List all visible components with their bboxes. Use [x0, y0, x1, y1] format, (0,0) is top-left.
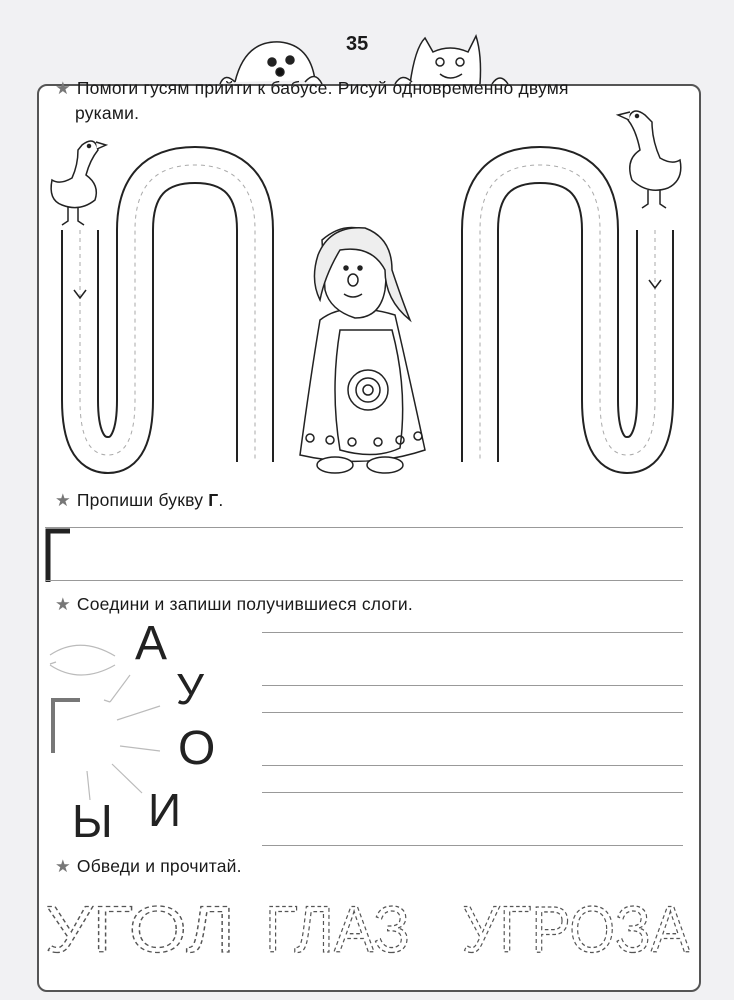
maze-path-left [74, 165, 255, 462]
writing-line [45, 580, 683, 581]
task-2-end: . [218, 490, 224, 510]
vowel-i: И [148, 784, 182, 836]
star-icon: ★ [55, 490, 71, 510]
star-icon: ★ [55, 856, 71, 876]
maze-path-right [480, 165, 661, 462]
letter-g-connect [53, 700, 80, 753]
writing-line [262, 792, 683, 793]
star-icon: ★ [55, 594, 71, 614]
writing-line [262, 685, 683, 686]
task-3 [55, 592, 413, 617]
task-2-letter: Г [208, 490, 219, 510]
vowel-a: А [135, 617, 168, 670]
writing-line [262, 632, 683, 633]
task-4 [55, 854, 242, 879]
writing-line [262, 845, 683, 846]
grandmother-illustration [300, 228, 425, 474]
writing-line [262, 765, 683, 766]
trace-word-3: УГРОЗА [462, 892, 690, 966]
task-2 [55, 488, 223, 513]
task-3-text: Соедини и запиши получившиеся слоги. [76, 594, 413, 614]
letter-g-sample [48, 531, 70, 582]
goose-right-illustration [618, 111, 681, 208]
page-number: 35 [346, 33, 369, 55]
trace-word-2: ГЛАЗ [265, 892, 410, 966]
trace-words [45, 892, 690, 966]
vowel-y: Ы [72, 795, 113, 847]
task-1 [55, 76, 569, 126]
vowel-o: О [178, 722, 216, 775]
vowel-u: У [176, 665, 204, 714]
writing-line [262, 712, 683, 713]
star-icon: ★ [55, 78, 71, 98]
task-2-text: Пропиши букву [76, 490, 209, 510]
trace-word-1: УГОЛ [45, 892, 235, 966]
task-4-text: Обведи и прочитай. [76, 856, 242, 876]
task-1-text-cont: руками. [75, 103, 140, 123]
goose-left-illustration [51, 141, 106, 225]
writing-line [45, 527, 683, 528]
task-1-text: Помоги гусям прийти к бабусе. Рисуй одновременно двумя [76, 78, 569, 98]
